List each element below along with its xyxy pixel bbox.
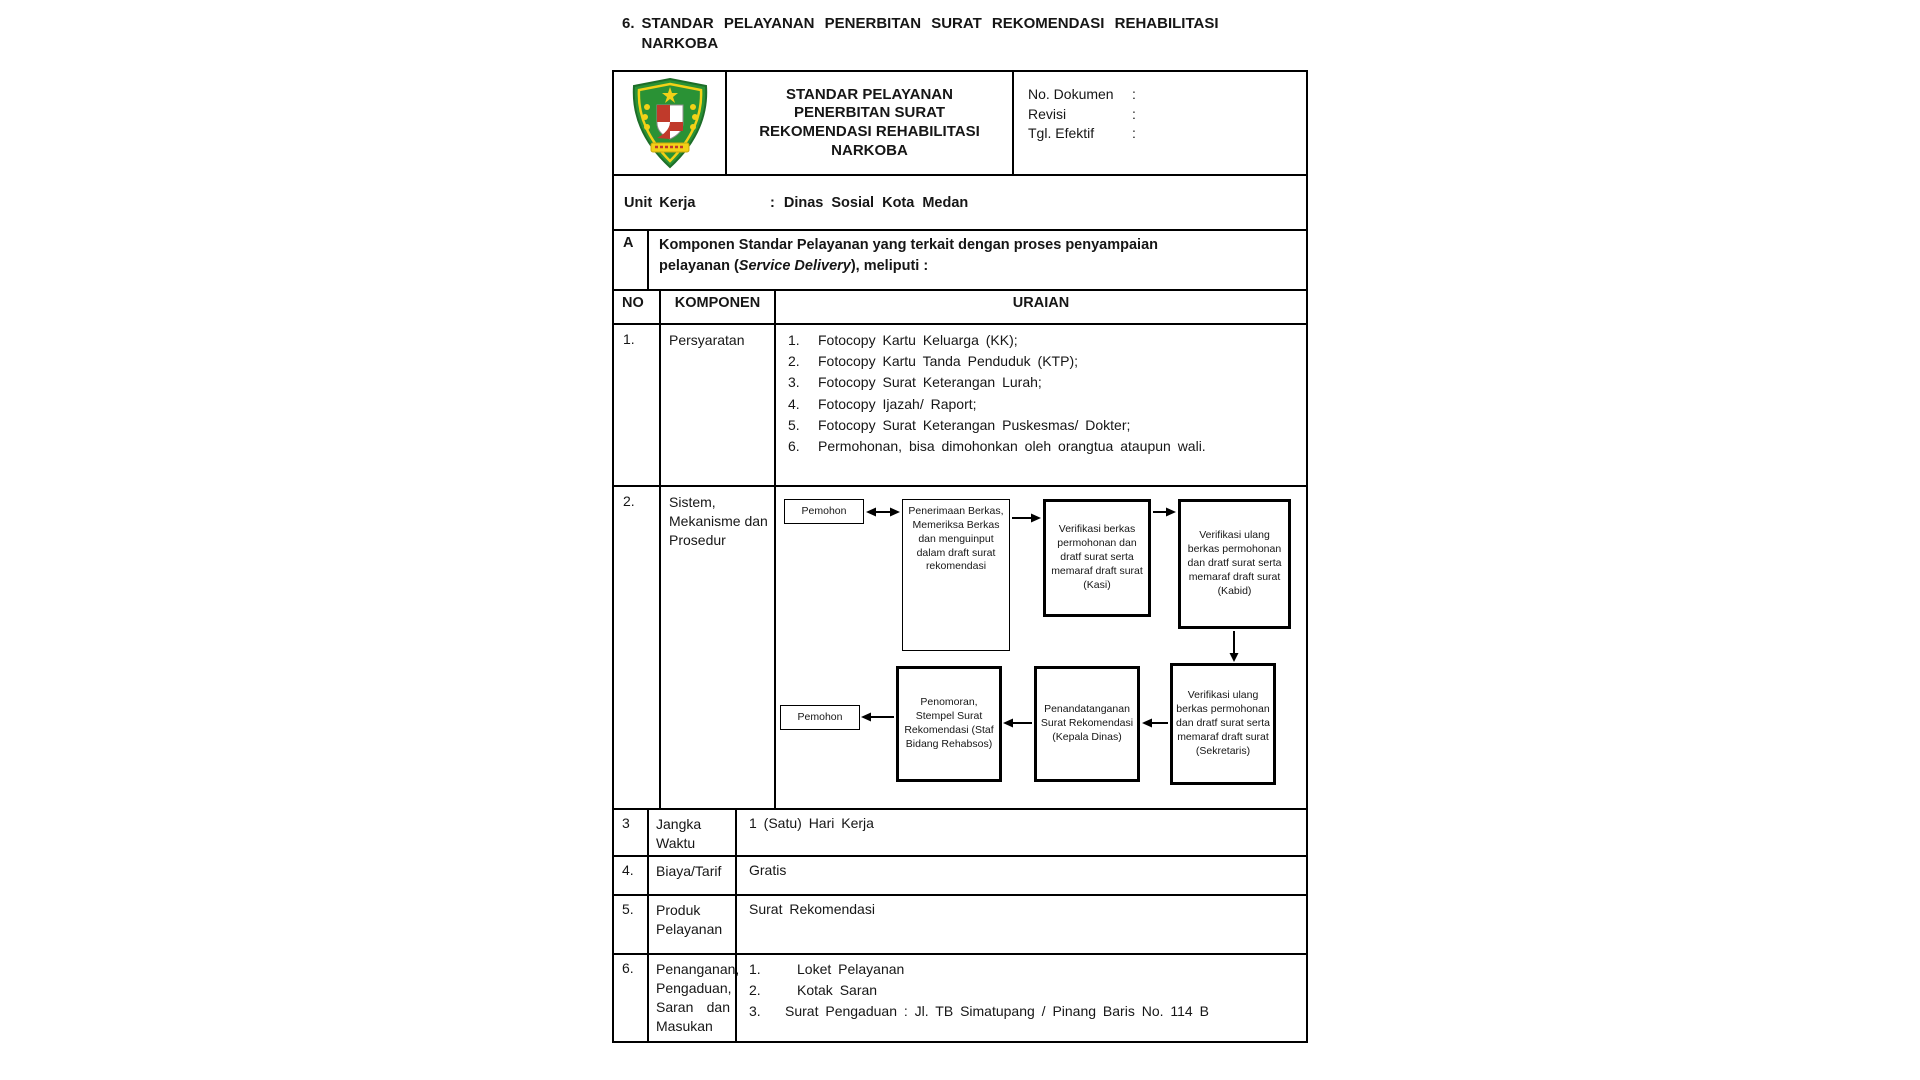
unit-kerja-value: Dinas Sosial Kota Medan [783,194,969,211]
row-number: 5. [622,901,634,917]
table-row-biaya-tarif [614,855,1306,894]
row-komponen: Biaya/Tarif [647,857,735,894]
row-komponen: Jangka Waktu [647,810,735,855]
flowchart-box-pemohon-top: Pemohon [784,499,864,524]
row-number: 6. [622,960,634,976]
table-row-penanganan-pengaduan [614,953,1306,1041]
flowchart-box-penerimaan-berkas: Penerimaan Berkas, Memeriksa Berkas dan menguinput dalam draft surat rekomendasi [902,499,1010,651]
document-info-cell [1012,72,1306,174]
row-komponen: Persyaratan [659,325,774,485]
title-line: PENERBITAN SURAT [793,104,946,122]
col-header-no: NO [622,295,644,311]
row-komponen: Penanganan, Pengaduan, Saran dan Masukan [647,955,735,1041]
flowchart-box-penandatanganan-kepala-dinas: Penandatanganan Surat Rekomendasi (Kepala Dinas) [1034,666,1140,782]
row-number: 3 [622,815,630,831]
row-uraian: Surat Rekomendasi [735,896,1306,953]
list-item: 2. Fotocopy Kartu Tanda Penduduk (KTP); [788,353,1078,370]
col-header-komponen: KOMPONEN [659,291,774,323]
logo-cell [614,72,725,174]
effective-date-line: Tgl. Efektif : [1028,125,1136,142]
persyaratan-list [774,325,1306,485]
revision-line: Revisi : [1028,105,1136,122]
table-row-jangka-waktu [614,808,1306,855]
list-item: 4. Fotocopy Ijazah/ Raport; [788,395,977,412]
kota-medan-emblem-icon [627,77,713,169]
doc-number-line: No. Dokumen : [1028,86,1136,102]
list-item: 6. Permohonan, bisa dimohonkan oleh orangtua ataupun wali. [788,437,1206,454]
flowchart-box-verifikasi-kasi: Verifikasi berkas permohonan dan dratf surat serta memaraf draft surat (Kasi) [1043,499,1151,617]
row-uraian: 1 (Satu) Hari Kerja [735,810,1306,855]
section-a-text-cell [647,231,1306,289]
list-item: 3. Surat Pengaduan : Jl. TB Simatupang / Pinang Baris No. 114 B [749,1003,1209,1020]
unit-kerja-label: Unit Kerja [624,194,696,211]
document-title-cell [725,72,1012,174]
service-standard-document [612,14,1308,1043]
heading-text [642,14,1272,53]
title-line: NARKOBA [831,141,908,159]
unit-kerja-colon: : [770,194,775,211]
list-item: 1. Loket Pelayanan [749,961,905,977]
list-item: 2. Kotak Saran [749,982,878,999]
standard-service-table [612,70,1308,1043]
title-line: REKOMENDASI REHABILITASI [759,123,980,140]
section-a-row [614,229,1306,289]
flowchart-box-penomoran-stempel: Penomoran, Stempel Surat Rekomendasi (Staf Bidang Rehabsos) [896,666,1002,782]
procedure-flowchart [774,487,1306,808]
unit-kerja-cell [614,176,1306,229]
flowchart-box-pemohon-bottom: Pemohon [780,705,860,730]
table-row-persyaratan [614,323,1306,485]
section-a-letter: A [623,235,634,251]
flowchart-box-verifikasi-kabid: Verifikasi ulang berkas permohonan dan dratf surat serta memaraf draft surat (Kabid) [1178,499,1291,629]
unit-kerja-row [614,174,1306,229]
flowchart-box-verifikasi-sekretaris: Verifikasi ulang berkas permohonan dan dratf surat serta memaraf draft surat (Sekretaris) [1170,663,1276,785]
col-header-uraian: URAIAN [774,291,1306,323]
heading-line-2: NARKOBA [641,34,719,52]
pengaduan-list [735,955,1306,1041]
row-komponen: Sistem, Mekanisme dan Prosedur [659,487,774,808]
table-header-row [614,72,1306,174]
table-row-prosedur [614,485,1306,808]
list-item: 1. Fotocopy Kartu Keluarga (KK); [788,332,1018,348]
row-number: 1. [623,331,635,347]
page-heading [612,14,1308,53]
row-number: 4. [622,862,634,878]
row-komponen: Produk Pelayanan [647,896,735,953]
table-row-produk-pelayanan [614,894,1306,953]
title-line: STANDAR PELAYANAN [786,85,953,103]
heading-number: 6. [622,15,635,32]
section-a-text: Komponen Standar Pelayanan yang terkait dengan proses penyampaian pelayanan (Service Delivery), meliputi : [659,237,1158,275]
heading-line-1: STANDAR PELAYANAN PENERBITAN SURAT REKOMENDASI REHABILITASI [641,15,1219,32]
column-header-row [614,289,1306,323]
list-item: 5. Fotocopy Surat Keterangan Puskesmas/ Dokter; [788,416,1131,433]
row-uraian: Gratis [735,857,1306,894]
row-number: 2. [623,493,635,509]
list-item: 3. Fotocopy Surat Keterangan Lurah; [788,374,1042,391]
